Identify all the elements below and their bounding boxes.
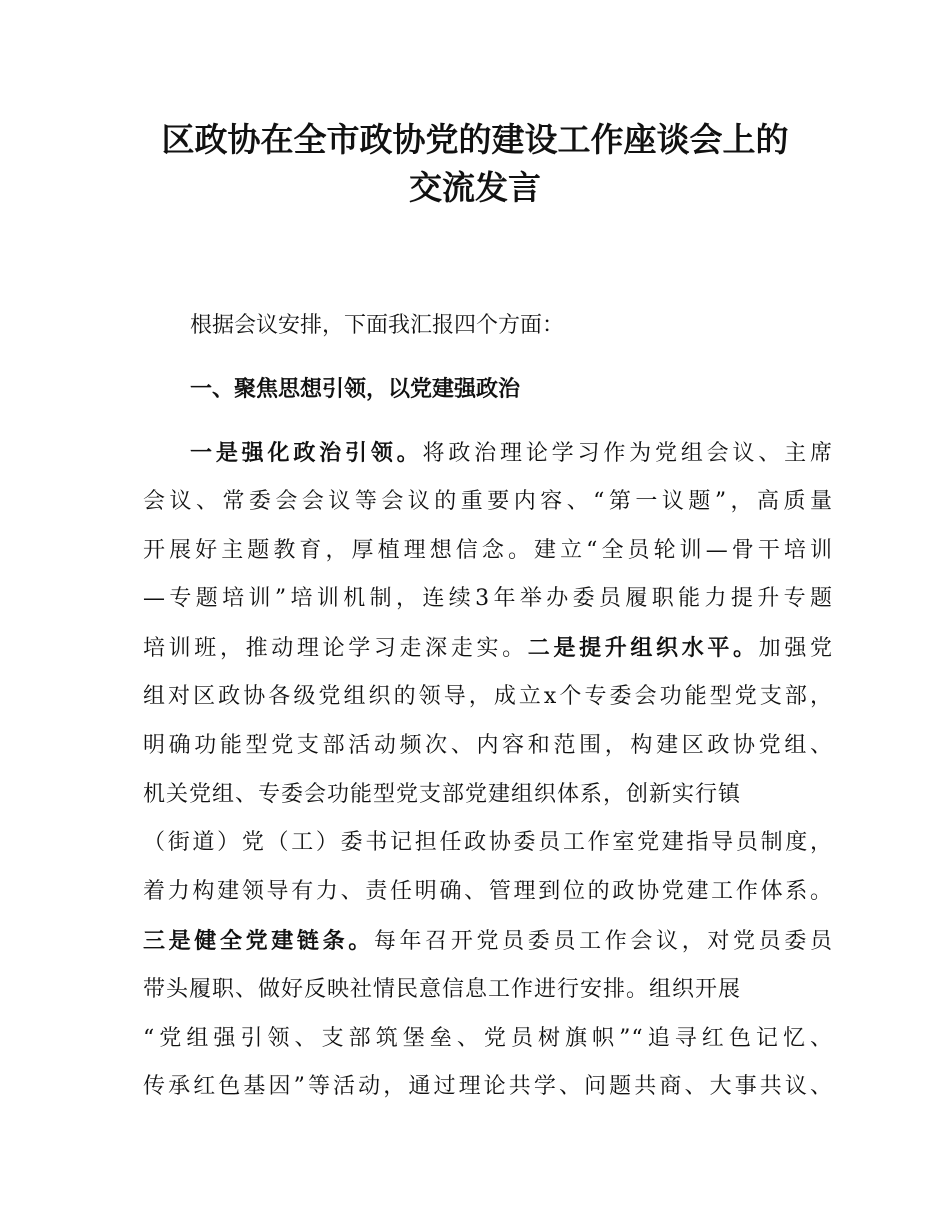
text-line — [143, 487, 833, 536]
text-line — [143, 1024, 833, 1073]
text-segment: 开展好主题教育，厚植理想信念。建立“全员轮训—骨干培训 — [143, 537, 833, 563]
intro-paragraph: 根据会议安排，下面我汇报四个方面： — [190, 313, 565, 338]
text-segment: 明确功能型党支部活动频次、内容和范围，构建区政协党组、 — [143, 732, 833, 758]
document-title-line-1: 区政协在全市政协党的建设工作座谈会上的 — [161, 120, 789, 159]
text-segment: 会议、常委会会议等会议的重要内容、“第一议题”，高质量 — [143, 488, 833, 514]
bold-lead-phrase: 一是强化政治引领。 — [190, 440, 423, 466]
text-segment: 每年召开党员委员工作会议，对党员委员 — [373, 928, 833, 954]
text-line — [143, 536, 833, 585]
text-line — [143, 975, 833, 1024]
bold-lead-phrase: 二是提升组织水平。 — [527, 635, 759, 662]
text-segment: 着力构建领导有力、责任明确、管理到位的政协党建工作体系。 — [143, 879, 833, 905]
section-heading-1: 一、聚焦思想引领，以党建强政治 — [190, 376, 521, 402]
text-line — [143, 780, 833, 829]
text-segment: 组对区政协各级党组织的领导，成立x个专委会功能型党支部， — [143, 683, 833, 709]
text-line — [143, 584, 833, 633]
text-line — [143, 877, 833, 926]
text-line — [143, 633, 833, 682]
text-line — [143, 731, 833, 780]
body-paragraph — [143, 438, 833, 1121]
document-title-line-2: 交流发言 — [409, 168, 541, 207]
text-segment: （街道）党（工）委书记担任政协委员工作室党建指导员制度， — [143, 830, 833, 856]
text-line — [143, 438, 833, 487]
text-segment: “党组强引领、支部筑堡垒、党员树旗帜”“追寻红色记忆、 — [143, 1025, 833, 1051]
text-line — [143, 828, 833, 877]
text-line — [143, 1072, 833, 1121]
text-segment: 传承红色基因”等活动，通过理论共学、问题共商、大事共议、 — [143, 1074, 833, 1100]
text-segment: 将政治理论学习作为党组会议、主席 — [422, 441, 833, 466]
text-segment: 培训班，推动理论学习走深走实。 — [143, 636, 528, 662]
text-line — [143, 682, 833, 731]
text-line — [143, 926, 833, 975]
text-segment: 带头履职、做好反映社情民意信息工作进行安排。组织开展 — [143, 976, 742, 1002]
text-segment: 机关党组、专委会功能型党支部党建组织体系，创新实行镇 — [143, 781, 742, 807]
text-segment: —专题培训”培训机制，连续3年举办委员履职能力提升专题 — [143, 586, 833, 612]
bold-lead-phrase: 三是健全党建链条。 — [143, 927, 374, 954]
text-segment: 加强党 — [758, 636, 833, 662]
